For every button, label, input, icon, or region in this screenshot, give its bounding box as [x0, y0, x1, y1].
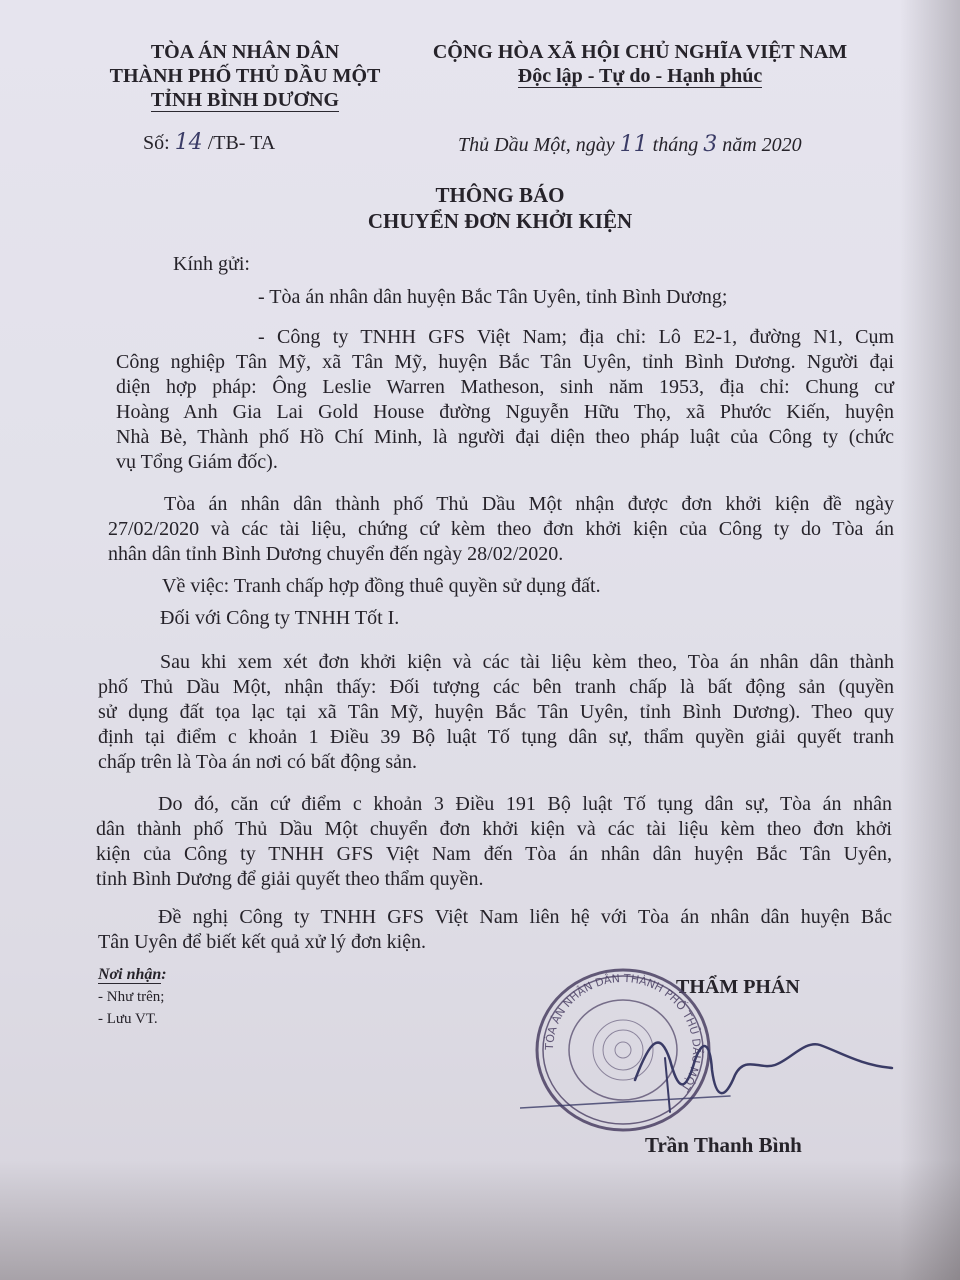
document-title: [280, 182, 720, 234]
page-shadow-bottom: [0, 1160, 960, 1280]
date-year: năm 2020: [722, 134, 802, 156]
recipient-2-line: - Công ty TNHH GFS Việt Nam; địa chỉ: Lô E2-1, đường N1, Cụm: [258, 326, 894, 348]
date-month: 3: [703, 132, 718, 157]
recipients-footer-colon: :: [161, 966, 167, 983]
recipients-footer-label: Nơi nhận: [98, 966, 162, 983]
paragraph-line: Tân Uyên để biết kết quả xử lý đơn kiện.: [98, 931, 426, 953]
judge-title: THẨM PHÁN: [676, 976, 800, 998]
paragraph-line: Sau khi xem xét đơn khởi kiện và các tài liệu kèm theo, Tòa án nhân dân thành: [160, 651, 894, 673]
court-name-line2: THÀNH PHỐ THỦ DẦU MỘT: [109, 65, 381, 87]
paragraph-line: Do đó, căn cứ điểm c khoản 3 Điều 191 Bộ luật Tố tụng dân sự, Tòa án nhân: [158, 793, 892, 815]
recipients-footer-item: - Như trên;: [98, 989, 165, 1005]
paragraph-line: chấp trên là Tòa án nơi có bất động sản.: [98, 751, 417, 773]
paragraph-line: Đề nghị Công ty TNHH GFS Việt Nam liên hệ với Tòa án nhân dân huyện Bắc: [158, 906, 892, 928]
paragraph-received: [108, 492, 894, 567]
paragraph-line: 27/02/2020 và các tài liệu, chứng cứ kèm theo đơn khởi kiện của Công ty do Tòa án: [108, 518, 894, 540]
recipient-2-line: Công nghiệp Tân Mỹ, xã Tân Mỹ, huyện Bắc Tân Uyên, tỉnh Bình Dương. Người đại: [116, 351, 894, 373]
defendant-line: Đối với Công ty TNHH Tốt I.: [160, 607, 400, 629]
paragraph-findings: [98, 650, 894, 775]
national-name: CỘNG HÒA XÃ HỘI CHỦ NGHĨA VIỆT NAM: [432, 41, 848, 63]
reference-prefix: Số:: [143, 132, 170, 154]
title-line1: THÔNG BÁO: [435, 183, 565, 207]
motto-wrap: [405, 64, 875, 88]
recipient-2-line: Nhà Bè, Thành phố Hồ Chí Minh, là người đại diện theo pháp luật của Công ty (chức: [116, 426, 894, 448]
recipient-2-line: diện hợp pháp: Ông Leslie Warren Matheson, sinh năm 1953, địa chỉ: Chung cư: [116, 376, 894, 398]
court-name-block: [95, 40, 395, 112]
paragraph-line: định tại điểm c khoản 1 Điều 39 Bộ luật Tố tụng dân sự, thẩm quyền giải quyết tranh: [98, 726, 894, 748]
court-name-line1: TÒA ÁN NHÂN DÂN: [150, 41, 340, 63]
recipient-2-line: Hoàng Anh Gia Lai Gold House đường Nguyễn Hữu Thọ, xã Phước Kiến, huyện: [116, 401, 894, 423]
paragraph-request: [98, 905, 892, 955]
court-name-line3: TỈNH BÌNH DƯƠNG: [150, 89, 340, 111]
reference-number: [143, 130, 275, 156]
paragraph-decision: [96, 792, 892, 892]
page-shadow-right: [900, 0, 960, 1280]
court-name-line3-wrap: [95, 88, 395, 112]
recipient-2-line: vụ Tổng Giám đốc).: [116, 451, 278, 473]
reference-handwritten-number: 14: [174, 130, 203, 155]
reference-suffix: /TB- TA: [207, 132, 276, 154]
recipients-footer-item: - Lưu VT.: [98, 1011, 158, 1027]
recipient-2: [116, 325, 894, 475]
judge-signature: [520, 1020, 900, 1130]
salutation: Kính gửi:: [173, 253, 250, 275]
title-line2: CHUYỂN ĐƠN KHỞI KIỆN: [367, 209, 633, 233]
national-motto-block: [405, 40, 875, 88]
date-day: 11: [619, 132, 648, 157]
paragraph-line: sử dụng đất tọa lạc tại xã Tân Mỹ, huyện Bắc Tân Uyên, tỉnh Bình Dương). Theo quy: [98, 701, 894, 723]
national-motto: Độc lập - Tự do - Hạnh phúc: [517, 65, 763, 87]
issue-date: [458, 132, 802, 158]
date-month-label: tháng: [652, 134, 699, 156]
paragraph-line: nhân dân tỉnh Bình Dương chuyển đến ngày 28/02/2020.: [108, 543, 564, 565]
recipients-footer: [98, 964, 167, 1030]
paragraph-line: dân thành phố Thủ Dầu Một chuyển đơn khởi kiện và các tài liệu kèm theo đơn khởi: [96, 818, 892, 840]
recipients-footer-label-wrap: [98, 964, 167, 986]
stamp-ring-text: TÒA ÁN NHÂN DÂN THÀNH PHỐ THỦ DẦU MỘT: [542, 971, 704, 1094]
paragraph-line: kiện của Công ty TNHH GFS Việt Nam đến Tòa án nhân dân huyện Bắc Tân Uyên,: [96, 843, 892, 865]
recipient-1: - Tòa án nhân dân huyện Bắc Tân Uyên, tỉnh Bình Dương;: [258, 286, 728, 308]
subject-line: Về việc: Tranh chấp hợp đồng thuê quyền sử dụng đất.: [162, 575, 601, 597]
judge-name: Trần Thanh Bình: [645, 1133, 802, 1157]
paragraph-line: Tòa án nhân dân thành phố Thủ Dầu Một nhận được đơn khởi kiện đề ngày: [164, 493, 894, 515]
date-prefix: Thủ Dầu Một, ngày: [458, 134, 615, 156]
paragraph-line: tỉnh Bình Dương để giải quyết theo thẩm quyền.: [96, 868, 484, 890]
paragraph-line: phố Thủ Dầu Một, nhận thấy: Đối tượng các bên tranh chấp là bất động sản (quyền: [98, 676, 894, 698]
